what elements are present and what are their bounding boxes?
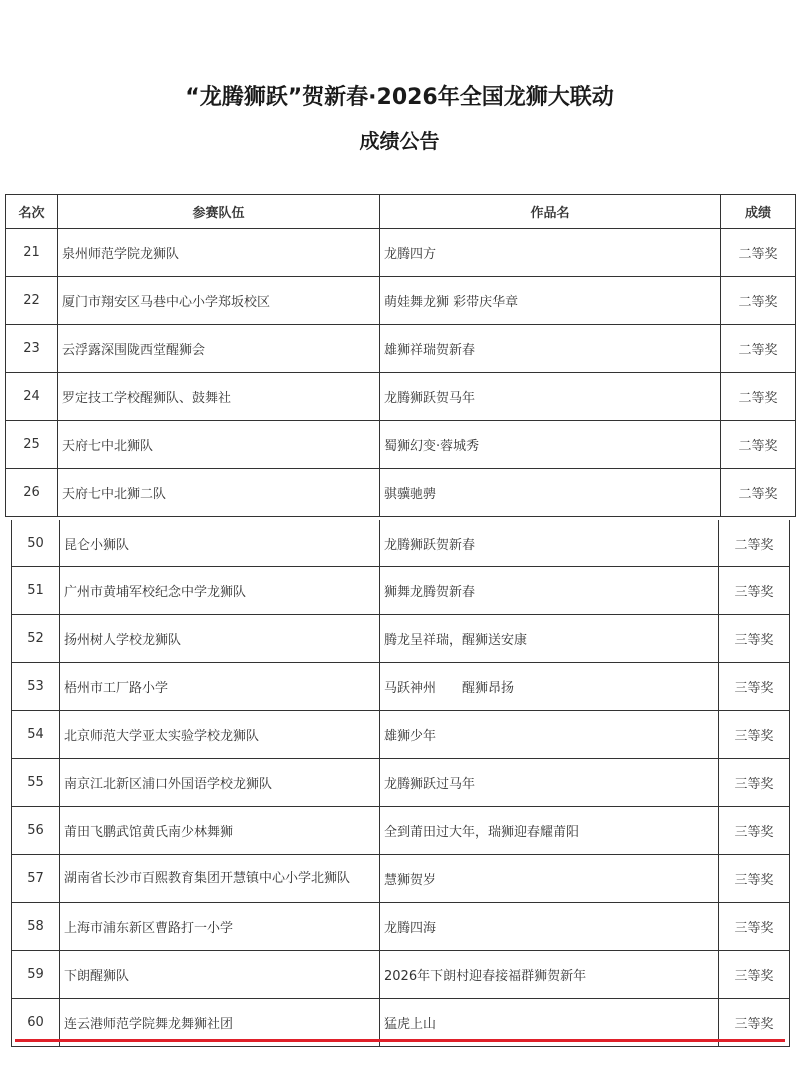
work-cell: 雄狮少年 — [380, 711, 719, 759]
work-cell: 全到莆田过大年，瑞狮迎春耀莆阳 — [380, 807, 719, 855]
rank-cell: 57 — [12, 855, 60, 903]
team-cell: 广州市黄埔军校纪念中学龙狮队 — [60, 567, 380, 615]
rank-cell: 21 — [6, 229, 58, 277]
work-cell: 马跃神州 醒狮昂扬 — [380, 663, 719, 711]
header-team: 参赛队伍 — [58, 195, 380, 229]
table-row — [12, 567, 790, 615]
result-cell: 三等奖 — [719, 759, 790, 807]
rank-cell: 58 — [12, 903, 60, 951]
result-cell: 三等奖 — [719, 615, 790, 663]
result-cell: 三等奖 — [719, 711, 790, 759]
work-cell: 雄狮祥瑞贺新春 — [380, 325, 721, 373]
table-row — [12, 951, 790, 999]
table-row — [6, 421, 796, 469]
team-cell: 莆田飞鹏武馆黄氏南少林舞狮 — [60, 807, 380, 855]
result-cell: 三等奖 — [719, 903, 790, 951]
team-cell: 上海市浦东新区曹路打一小学 — [60, 903, 380, 951]
table-row — [12, 663, 790, 711]
rank-cell: 23 — [6, 325, 58, 373]
header-work: 作品名 — [380, 195, 721, 229]
rank-cell: 22 — [6, 277, 58, 325]
result-cell: 二等奖 — [721, 421, 796, 469]
team-cell: 北京师范大学亚太实验学校龙狮队 — [60, 711, 380, 759]
table-row — [12, 855, 790, 903]
work-cell: 龙腾狮跃过马年 — [380, 759, 719, 807]
table-row — [12, 807, 790, 855]
team-cell: 湖南省长沙市百熙教育集团开慧镇中心小学北狮队 — [60, 855, 380, 903]
result-cell: 二等奖 — [721, 325, 796, 373]
work-cell: 萌娃舞龙狮 彩带庆华章 — [380, 277, 721, 325]
table-row — [6, 277, 796, 325]
work-cell: 狮舞龙腾贺新春 — [380, 567, 719, 615]
result-cell: 二等奖 — [721, 469, 796, 517]
team-cell: 连云港师范学院舞龙舞狮社团 — [60, 999, 380, 1047]
rank-cell: 51 — [12, 567, 60, 615]
work-cell: 慧狮贺岁 — [380, 855, 719, 903]
table-row — [12, 520, 790, 567]
table-header-row — [6, 195, 796, 229]
result-cell: 三等奖 — [719, 567, 790, 615]
work-cell: 蜀狮幻变·蓉城秀 — [380, 421, 721, 469]
table-row — [6, 325, 796, 373]
rank-cell: 53 — [12, 663, 60, 711]
work-cell: 龙腾四海 — [380, 903, 719, 951]
result-cell: 三等奖 — [719, 951, 790, 999]
results-table-bottom — [11, 520, 790, 1047]
team-cell: 南京江北新区浦口外国语学校龙狮队 — [60, 759, 380, 807]
work-cell: 龙腾狮跃贺新春 — [380, 520, 719, 567]
rank-cell: 26 — [6, 469, 58, 517]
rank-cell: 25 — [6, 421, 58, 469]
work-cell: 腾龙呈祥瑞，醒狮送安康 — [380, 615, 719, 663]
work-cell: 2026年下朗村迎春接福群狮贺新年 — [380, 951, 719, 999]
result-cell: 二等奖 — [721, 277, 796, 325]
table-row — [12, 759, 790, 807]
table-row — [12, 903, 790, 951]
team-cell: 梧州市工厂路小学 — [60, 663, 380, 711]
result-cell: 三等奖 — [719, 999, 790, 1047]
table-row — [12, 711, 790, 759]
results-table-top — [5, 194, 796, 517]
result-cell: 二等奖 — [721, 229, 796, 277]
rank-cell: 54 — [12, 711, 60, 759]
table-row — [6, 469, 796, 517]
work-cell: 骐骥驰骋 — [380, 469, 721, 517]
table-row — [6, 229, 796, 277]
result-cell: 三等奖 — [719, 855, 790, 903]
team-cell: 天府七中北狮队 — [58, 421, 380, 469]
page-title: “龙腾狮跃”贺新春·2026年全国龙狮大联动 — [185, 85, 614, 110]
highlight-underline — [15, 1039, 785, 1042]
team-cell: 扬州树人学校龙狮队 — [60, 615, 380, 663]
rank-cell: 60 — [12, 999, 60, 1047]
team-cell: 昆仑小狮队 — [60, 520, 380, 567]
rank-cell: 24 — [6, 373, 58, 421]
result-cell: 二等奖 — [721, 373, 796, 421]
rank-cell: 56 — [12, 807, 60, 855]
result-cell: 二等奖 — [719, 520, 790, 567]
team-cell: 云浮露深围陇西堂醒狮会 — [58, 325, 380, 373]
rank-cell: 59 — [12, 951, 60, 999]
rank-cell: 55 — [12, 759, 60, 807]
result-cell: 三等奖 — [719, 663, 790, 711]
result-cell: 三等奖 — [719, 807, 790, 855]
work-cell: 猛虎上山 — [380, 999, 719, 1047]
table-row — [12, 615, 790, 663]
team-cell: 泉州师范学院龙狮队 — [58, 229, 380, 277]
team-cell: 天府七中北狮二队 — [58, 469, 380, 517]
page-subtitle: 成绩公告 — [359, 129, 440, 153]
header-rank: 名次 — [6, 195, 58, 229]
team-cell: 罗定技工学校醒狮队、鼓舞社 — [58, 373, 380, 421]
rank-cell: 50 — [12, 520, 60, 567]
work-cell: 龙腾四方 — [380, 229, 721, 277]
table-row — [6, 373, 796, 421]
team-cell: 下朗醒狮队 — [60, 951, 380, 999]
rank-cell: 52 — [12, 615, 60, 663]
header-result: 成绩 — [721, 195, 796, 229]
work-cell: 龙腾狮跃贺马年 — [380, 373, 721, 421]
team-cell: 厦门市翔安区马巷中心小学郑坂校区 — [58, 277, 380, 325]
